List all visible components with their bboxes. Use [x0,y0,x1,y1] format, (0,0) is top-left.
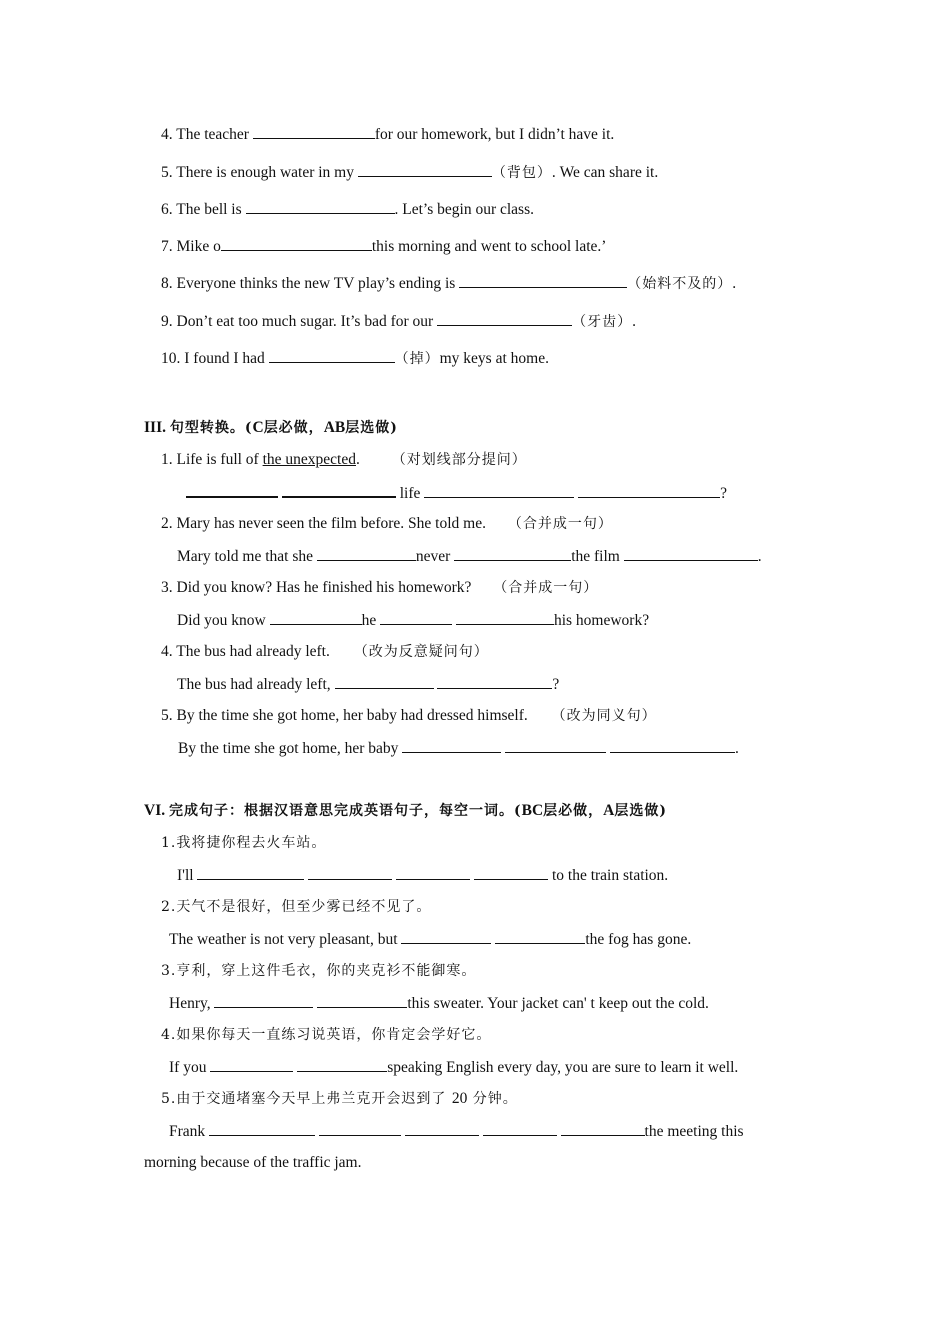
iii-q4: 4. The bus had already left. （改为反意疑问句） [161,643,489,660]
answer-blank[interactable] [561,1121,645,1136]
iii-q1-answer: life ? [186,482,727,504]
answer-blank[interactable] [282,482,396,498]
item-4: 4. The teacher for our homework, but I didn’t have it. [161,126,615,143]
answer-blank[interactable] [483,1121,557,1136]
iii-q3: 3. Did you know? Has he finished his homework? （合并成一句） [161,579,599,596]
iii-q5-answer: By the time she got home, her baby . [178,740,739,757]
iii-q1: 1. Life is full of the unexpected. （对划线部分提问） [161,451,527,468]
answer-blank[interactable] [335,674,434,689]
vi-q4-answer: If you speaking English every day, you are sure to learn it well. [169,1059,739,1076]
answer-blank[interactable] [505,738,606,753]
answer-blank[interactable] [578,483,720,498]
iii-q2-answer: Mary told me that she never the film . [177,548,762,565]
answer-blank[interactable] [405,1121,479,1136]
answer-blank[interactable] [402,738,501,753]
iii-q4-answer: The bus had already left, ? [177,676,560,693]
item-5: 5. There is enough water in my （背包）. We can share it. [161,164,659,181]
iii-q5: 5. By the time she got home, her baby had dressed himself. （改为同义句） [161,707,657,724]
underlined-phrase: the unexpected [262,451,356,468]
answer-blank[interactable] [221,236,372,251]
answer-blank[interactable] [269,348,395,363]
vi-q4-chinese: 4.如果你每天一直练习说英语，你肯定会学好它。 [161,1027,492,1043]
item-10: 10. I found I had （掉）my keys at home. [161,350,549,367]
answer-blank[interactable] [424,483,574,498]
answer-blank[interactable] [624,546,758,561]
vi-q2-chinese: 2.天气不是很好，但至少雾已经不见了。 [161,899,432,915]
answer-blank[interactable] [358,162,492,177]
answer-blank[interactable] [437,311,572,326]
vi-q2-answer: The weather is not very pleasant, but the fog has gone. [169,931,692,948]
section-heading-vi: VI. 完成句子：根据汉语意思完成英语句子，每空一词。(BC层必做，A层选做) [144,802,667,819]
item-9: 9. Don’t eat too much sugar. It’s bad for our （牙齿）. [161,313,636,330]
answer-blank[interactable] [197,865,304,880]
vi-q3-answer: Henry, this sweater. Your jacket can' t keep out the cold. [169,995,709,1012]
item-8: 8. Everyone thinks the new TV play’s ending is （始料不及的）. [161,275,737,292]
answer-blank[interactable] [610,738,735,753]
answer-blank[interactable] [209,1121,315,1136]
answer-blank[interactable] [210,1057,293,1072]
vi-q5-chinese: 5.由于交通堵塞今天早上弗兰克开会迟到了 20 分钟。 [161,1090,518,1107]
answer-blank[interactable] [214,993,313,1008]
answer-blank[interactable] [495,929,585,944]
answer-blank[interactable] [437,674,552,689]
answer-blank[interactable] [396,865,470,880]
answer-blank[interactable] [246,199,395,214]
answer-blank[interactable] [317,993,407,1008]
answer-blank[interactable] [474,865,548,880]
iii-q3-answer: Did you know he his homework? [177,612,650,629]
item-6: 6. The bell is . Let’s begin our class. [161,201,535,218]
vi-q5-answer-continued: morning because of the traffic jam. [144,1154,362,1171]
answer-blank[interactable] [454,546,571,561]
iii-q2: 2. Mary has never seen the film before. She told me. （合并成一句） [161,515,613,532]
answer-blank[interactable] [253,124,375,139]
vi-q1-chinese: 1.我将捷你程去火车站。 [161,835,327,851]
answer-blank[interactable] [317,546,416,561]
section-heading-iii: III. 句型转换。(C层必做，AB层选做) [144,419,398,436]
answer-blank[interactable] [297,1057,387,1072]
vi-q1-answer: I'll to the train station. [177,867,669,884]
answer-blank[interactable] [401,929,491,944]
answer-blank[interactable] [270,610,362,625]
answer-blank[interactable] [459,273,627,288]
item-7: 7. Mike o this morning and went to school late.’ [161,238,607,255]
vi-q3-chinese: 3.亨利，穿上这件毛衣，你的夹克衫不能御寒。 [161,963,477,979]
answer-blank[interactable] [319,1121,401,1136]
answer-blank[interactable] [456,610,554,625]
answer-blank[interactable] [380,610,452,625]
answer-blank[interactable] [186,482,278,498]
answer-blank[interactable] [308,865,392,880]
vi-q5-answer: Frank the meeting this [169,1123,744,1140]
